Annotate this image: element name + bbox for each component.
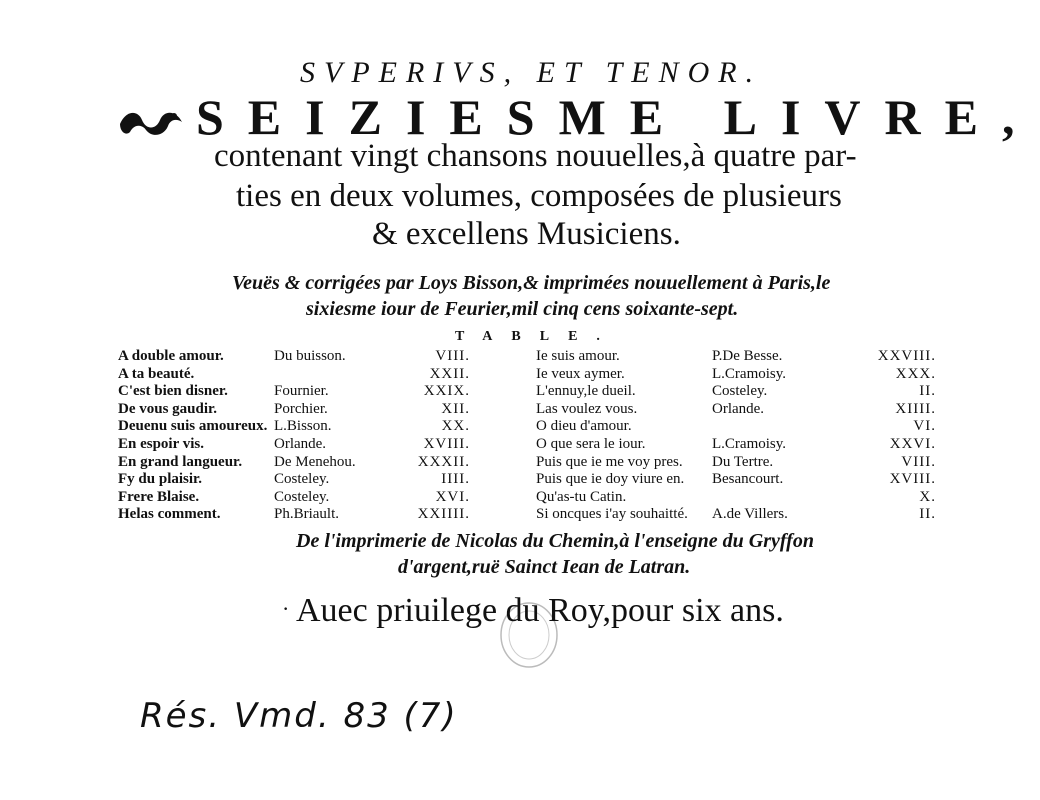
toc-composer-left: Costeley. [274,488,330,505]
toc-title-left: Frere Blaise. [118,488,200,505]
toc-title-right: Las voulez vous. [536,400,638,417]
toc-number-left: XX. [441,418,470,435]
voice-parts-heading: SVPERIVS, ET TENOR. [300,56,763,89]
toc-composer-right: P.De Besse. [712,348,783,364]
toc-number-right: VIII. [901,453,936,470]
toc-number-right: VI. [913,418,936,435]
toc-title-left: En grand langueur. [118,453,243,470]
toc-composer-right: Costeley. [712,383,768,400]
toc-number-left: XXXII. [417,453,470,470]
subtitle-line-2: ties en deux volumes, composées de plusieurs [236,178,842,214]
editor-line-1: Veuës & corrigées par Loys Bisson,& imprimées nouuellement à Paris,le [232,272,831,294]
toc-title-right: O dieu d'amour. [536,418,632,435]
toc-number-left: XXIX. [423,383,470,400]
toc-title-right: O que sera le iour. [536,436,646,452]
toc-number-right: II. [919,506,936,523]
toc-composer-right: A.de Villers. [712,506,788,523]
toc-number-right: XIIII. [895,400,936,417]
printer-line-1: De l'imprimerie de Nicolas du Chemin,à l'enseigne du Gryffon [296,530,814,552]
toc-composer-right: L.Cramoisy. [712,436,787,452]
toc-title-right: Puis que ie doy viure en. [536,471,685,488]
toc-number-left: IIII. [441,471,470,488]
toc-title-right: Puis que ie me voy pres. [536,453,683,470]
toc-composer-right: Besancourt. [712,471,784,488]
toc-composer-right: L.Cramoisy. [712,365,787,382]
toc-number-left: VIII. [435,348,470,364]
toc-number-right: XXVIII. [877,348,936,364]
toc-number-right: XXX. [895,365,936,382]
toc-title-left: A ta beauté. [118,365,195,382]
toc-number-right: X. [919,488,936,505]
toc-number-right: XXVI. [889,436,936,452]
toc-composer-right: Du Tertre. [712,453,774,470]
toc-number-left: XVI. [435,488,470,505]
toc-composer-left: Fournier. [274,383,329,400]
toc-title-left: Deuenu suis amoureux. [118,418,268,435]
shelfmark: Rés. Vmd. 83 (7) [140,696,458,736]
toc-composer-left: L.Bisson. [274,418,332,435]
toc-number-left: XII. [441,400,470,417]
ornament-dot: · [282,596,290,621]
toc-number-left: XVIII. [423,436,470,452]
toc-title-right: Si oncques i'ay souhaitté. [536,506,688,523]
toc-title-right: Ie suis amour. [536,348,620,364]
toc-title-left: Fy du plaisir. [118,471,203,488]
toc-title-left: A double amour. [118,348,224,364]
toc-number-left: XXII. [429,365,470,382]
royal-privilege: Auec priuilege du Roy,pour six ans. [296,592,784,629]
toc-composer-right: Orlande. [712,400,765,417]
subtitle-line-3: & excellens Musiciens. [372,216,681,252]
toc-composer-left: Costeley. [274,471,330,488]
toc-number-left: XXIIII. [417,506,470,523]
toc-title-left: En espoir vis. [118,436,204,452]
toc-composer-left: Orlande. [274,436,327,452]
toc-composer-left: Ph.Briault. [274,506,340,523]
toc-title-right: Qu'as-tu Catin. [536,488,627,505]
toc-composer-left: Du buisson. [274,348,346,364]
toc-composer-left: Porchier. [274,400,328,417]
subtitle-line-1: contenant vingt chansons nouuelles,à quatre par- [214,138,857,174]
table-heading: TABLE. [455,329,619,344]
toc-title-left: Helas comment. [118,506,221,523]
book-title: SEIZIESME LIVRE, [196,89,1039,145]
toc-number-right: XVIII. [889,471,936,488]
toc-title-right: Ie veux aymer. [536,365,625,382]
editor-line-2: sixiesme iour de Feurier,mil cinq cens soixante-sept. [306,298,739,320]
toc-number-right: II. [919,383,936,400]
printer-line-2: d'argent,ruë Sainct Iean de Latran. [398,556,691,578]
toc-title-right: L'ennuy,le dueil. [536,383,636,400]
toc-composer-left: De Menehou. [274,453,356,470]
fleuron-icon [116,104,186,140]
toc-title-left: C'est bien disner. [118,383,228,400]
toc-title-left: De vous gaudir. [118,400,218,417]
